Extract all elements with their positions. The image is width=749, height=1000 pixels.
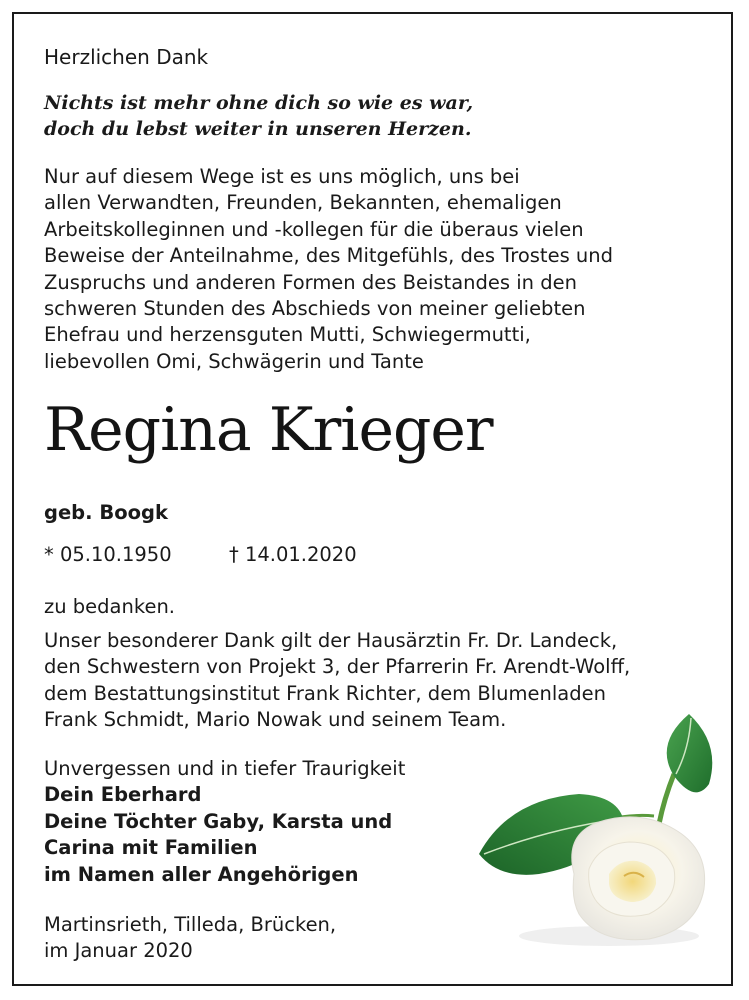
mourner-name: Dein Eberhard [44,783,202,807]
heading: Herzlichen Dank [44,45,209,69]
special-thanks-line: den Schwestern von Projekt 3, der Pfarrerin Fr. Arendt-Wolff, [44,655,631,679]
special-thanks-line: Unser besonderer Dank gilt der Hausärztin Fr. Dr. Landeck, [44,629,618,652]
thanks-line: zu bedanken. [44,595,176,618]
special-thanks-line: Frank Schmidt, Mario Nowak und seinem Team. [44,708,507,732]
intro-line: Nur auf diesem Wege ist es uns möglich, uns bei [44,165,520,188]
date-line: im Januar 2020 [44,939,193,963]
intro-line: Arbeitskolleginnen und -kollegen für die überaus vielen [44,217,584,241]
special-thanks-line: dem Bestattungsinstitut Frank Richter, dem Blumenladen [44,681,606,705]
intro-paragraph [44,164,704,375]
intro-line: schweren Stunden des Abschieds von meiner geliebten [44,297,586,321]
quote-line: Nichts ist mehr ohne dich so wie es war, [44,92,474,114]
life-dates [44,542,704,568]
mourner-name: Deine Töchter Gaby, Karsta und [44,809,393,833]
death-date: † 14.01.2020 [229,543,357,566]
memorial-quote [44,90,704,142]
birth-date: * 05.10.1950 [44,543,172,566]
mourner-name: Carina mit Familien [44,836,258,860]
white-rose-icon [459,704,729,954]
deceased-name: Regina Krieger [44,395,493,465]
intro-line: Ehefrau und herzensguten Mutti, Schwiegermutti, [44,323,531,347]
intro-line: Zuspruchs und anderen Formen des Beistandes in den [44,270,577,294]
place-line: Martinsrieth, Tilleda, Brücken, [44,913,337,936]
maiden-name: geb. Boogk [44,501,168,524]
intro-line: Beweise der Anteilnahme, des Mitgefühls, des Trostes und [44,244,614,268]
obituary-notice [12,12,733,986]
intro-line: liebevollen Omi, Schwägerin und Tante [44,349,424,373]
mourners-intro: Unvergessen und in tiefer Traurigkeit [44,757,406,780]
intro-line: allen Verwandten, Freunden, Bekannten, ehemaligen [44,191,562,215]
quote-line: doch du lebst weiter in unseren Herzen. [44,118,472,140]
mourner-name: im Namen aller Angehörigen [44,862,359,886]
